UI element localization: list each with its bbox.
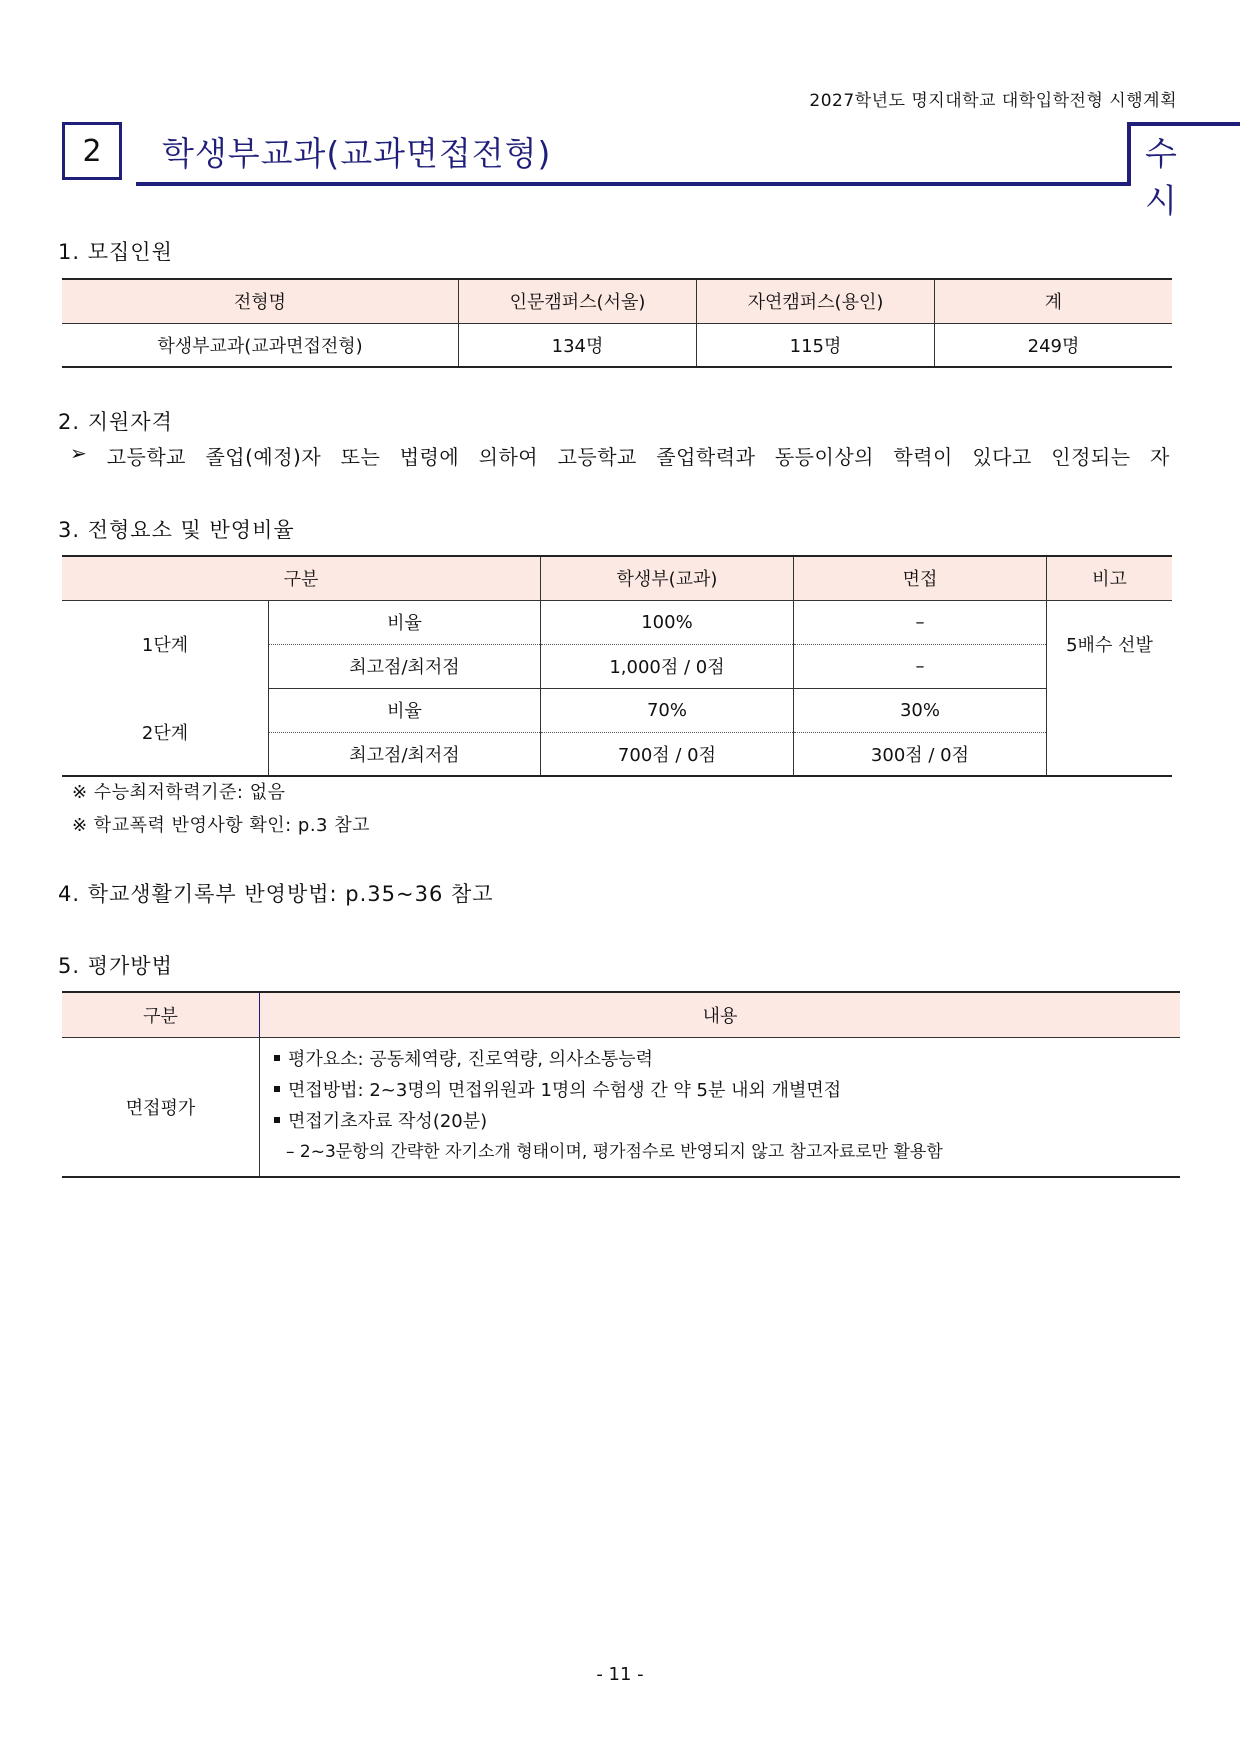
chapter-title-bar [62, 122, 1179, 220]
arrow-bullet-icon: ➢ [70, 441, 88, 465]
section-title-ratio: 3. 전형요소 및 반영비율 [58, 518, 295, 542]
header-cell: 자연캠퍼스(용인) [697, 279, 935, 323]
sub-item: – 2~3문항의 간략한 자기소개 형태이며, 평가점수로 반영되지 않고 참고자료로만 활용함 [286, 1142, 943, 1162]
square-bullet-icon [274, 1117, 280, 1123]
section-title-eligibility: 2. 지원자격 [58, 410, 173, 434]
header-cell: 전형명 [62, 279, 459, 323]
square-bullet-icon [274, 1055, 280, 1061]
table-header-row [62, 992, 1180, 1038]
table-cell: 최고점/최저점 [269, 644, 541, 688]
note-school-violence: ※ 학교폭력 반영사항 확인: p.3 참고 [72, 815, 371, 836]
table-row [62, 600, 1172, 644]
side-tab-border [1127, 122, 1131, 186]
page-number: - 11 - [596, 1664, 644, 1685]
header-cell: 내용 [260, 992, 1181, 1038]
list-item [274, 1106, 1180, 1137]
table-cell: – [793, 600, 1046, 644]
side-tab-top-border [1129, 122, 1240, 126]
chapter-title: 학생부교과(교과면접전형) [162, 134, 552, 173]
word: 인정되는 [1051, 445, 1131, 469]
header-cell: 인문캠퍼스(서울) [459, 279, 697, 323]
table-cell: 115명 [697, 323, 935, 367]
table-cell: 100% [540, 600, 793, 644]
table-cell: 학생부교과(교과면접전형) [62, 323, 459, 367]
document-header: 2027학년도 명지대학교 대학입학전형 시행계획 [809, 91, 1177, 111]
table-cell: 비율 [269, 600, 541, 644]
section-title-record: 4. 학교생활기록부 반영방법: p.35~36 참고 [58, 882, 494, 906]
table-header-row [62, 556, 1172, 600]
word: 고등학교 [557, 445, 637, 469]
evaluation-table [62, 991, 1180, 1178]
list-item [274, 1044, 1180, 1075]
word: 고등학교 [106, 445, 186, 469]
table-cell: 최고점/최저점 [269, 732, 541, 776]
eval-label: 면접평가 [62, 1038, 260, 1178]
table-cell: – [793, 644, 1046, 688]
table-cell: 300점 / 0점 [793, 732, 1046, 776]
header-cell: 구분 [62, 556, 540, 600]
word: 자 [1150, 445, 1170, 469]
note-csat: ※ 수능최저학력기준: 없음 [72, 782, 286, 803]
table-cell: 30% [793, 688, 1046, 732]
word: 법령에 [399, 445, 460, 469]
stage-note: 5배수 선발 [1066, 635, 1153, 657]
table-cell: 134명 [459, 323, 697, 367]
square-bullet-icon [274, 1086, 280, 1092]
header-cell: 구분 [62, 992, 260, 1038]
section-title-quota: 1. 모집인원 [58, 240, 173, 264]
list-item-text: 면접기초자료 작성(20분) [288, 1111, 488, 1132]
side-tab-label: 수시 [1145, 134, 1177, 220]
header-cell: 면접 [793, 556, 1046, 600]
list-item-text: 평가요소: 공동체역량, 진로역량, 의사소통능력 [288, 1049, 654, 1070]
stage-label: 2단계 [62, 688, 269, 776]
stage-label: 1단계 [62, 600, 269, 688]
title-underline [136, 182, 1129, 186]
word: 졸업학력과 [656, 445, 756, 469]
word: 학력이 [893, 445, 953, 469]
chapter-number-box: 2 [62, 122, 122, 180]
eval-content [260, 1038, 1181, 1178]
word: 의하여 [478, 445, 539, 469]
ratio-table [62, 555, 1172, 777]
header-cell: 학생부(교과) [540, 556, 793, 600]
table-cell: 249명 [1027, 335, 1080, 357]
header-cell: 계 [935, 279, 1173, 323]
side-tab [1067, 122, 1179, 220]
table-cell: 70% [540, 688, 793, 732]
word: 졸업(예정)자 [205, 445, 322, 469]
section-title-evaluation: 5. 평가방법 [58, 954, 173, 978]
word: 동등이상의 [774, 445, 874, 469]
word: 있다고 [972, 445, 1032, 469]
list-item-text: 면접방법: 2~3명의 면접위원과 1명의 수험생 간 약 5분 내외 개별면접 [288, 1080, 842, 1101]
table-row [62, 323, 1172, 367]
table-cell: 700점 / 0점 [540, 732, 793, 776]
word: 또는 [340, 445, 381, 469]
table-row [62, 688, 1172, 732]
quota-table [62, 278, 1172, 368]
header-cell: 비고 [1046, 556, 1172, 600]
table-cell: 비율 [269, 688, 541, 732]
table-cell: 1,000점 / 0점 [540, 644, 793, 688]
stage-note [1046, 688, 1172, 776]
table-header-row [62, 279, 1172, 323]
eligibility-text [70, 441, 1170, 470]
table-row [62, 1038, 1180, 1178]
list-item [274, 1075, 1180, 1106]
